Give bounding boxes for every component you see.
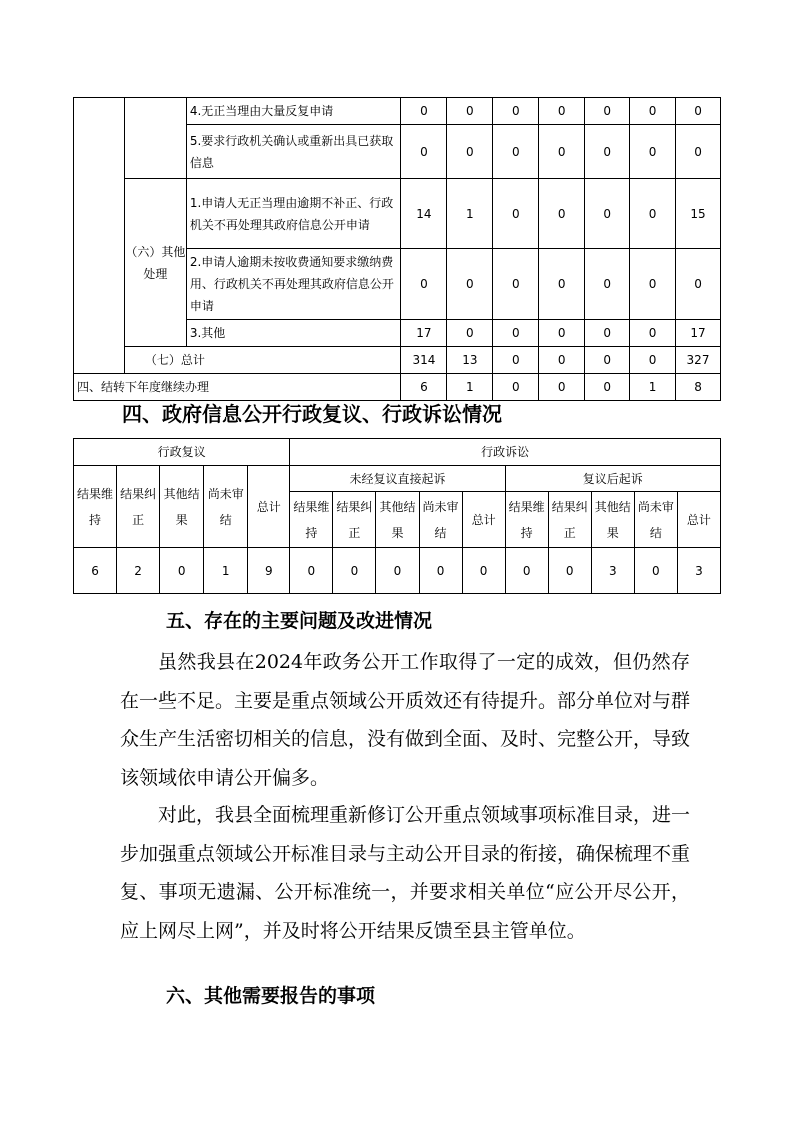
col-header: 总计 xyxy=(248,466,290,548)
value-cell: 0 xyxy=(462,548,505,594)
improvements-paragraph: 对此，我县全面梳理重新修订公开重点领域事项标准目录，进一步加强重点领域公开标准目录与主动公开目录的衔接，确保梳理不重复、事项无遗漏、公开标准统一，并要求相关单位“应公开尽公开，应上网尽上网”，并及时将公开结果反馈至县主管单位。 xyxy=(120,804,691,942)
prev-category-cell xyxy=(124,98,186,179)
table-row-total xyxy=(74,347,721,374)
col-header: 结果维持 xyxy=(290,492,333,548)
value-cell: 0 xyxy=(630,125,676,179)
table-row xyxy=(74,548,721,594)
direct-litigation-header: 未经复议直接起诉 xyxy=(290,466,505,492)
table-header-row xyxy=(74,466,721,492)
value-cell: 0 xyxy=(493,98,539,125)
value-cell: 0 xyxy=(539,374,585,401)
value-cell: 0 xyxy=(333,548,376,594)
value-cell: 0 xyxy=(419,548,462,594)
col-header: 尚未审结 xyxy=(419,492,462,548)
value-cell: 0 xyxy=(539,347,585,374)
value-cell: 9 xyxy=(248,548,290,594)
value-cell: 0 xyxy=(585,98,630,125)
value-cell: 0 xyxy=(160,548,204,594)
value-cell: 0 xyxy=(539,98,585,125)
value-cell: 0 xyxy=(493,179,539,249)
value-cell: 0 xyxy=(585,374,630,401)
value-cell: 0 xyxy=(447,320,493,347)
value-cell: 0 xyxy=(505,548,548,594)
value-cell: 0 xyxy=(401,125,447,179)
total-label: （七）总计 xyxy=(124,347,401,374)
value-cell: 15 xyxy=(676,179,721,249)
value-cell: 0 xyxy=(585,320,630,347)
value-cell: 1 xyxy=(630,374,676,401)
value-cell: 0 xyxy=(401,249,447,320)
value-cell: 0 xyxy=(447,98,493,125)
outer-blank-cell xyxy=(74,98,125,374)
row-desc: 5.要求行政机关确认或重新出具已获取信息 xyxy=(186,125,401,179)
col-header: 结果纠正 xyxy=(548,492,591,548)
processing-results-table xyxy=(73,97,721,401)
value-cell: 8 xyxy=(676,374,721,401)
row-desc: 1.申请人无正当理由逾期不补正、行政机关不再处理其政府信息公开申请 xyxy=(186,179,401,249)
value-cell: 0 xyxy=(630,98,676,125)
value-cell: 0 xyxy=(676,125,721,179)
value-cell: 327 xyxy=(676,347,721,374)
value-cell: 0 xyxy=(630,320,676,347)
value-cell: 0 xyxy=(539,249,585,320)
value-cell: 14 xyxy=(401,179,447,249)
section5-title: 五、存在的主要问题及改进情况 xyxy=(166,610,433,632)
value-cell: 0 xyxy=(290,548,333,594)
value-cell: 0 xyxy=(401,98,447,125)
review-header: 行政复议 xyxy=(74,439,290,466)
value-cell: 17 xyxy=(676,320,721,347)
value-cell: 0 xyxy=(376,548,419,594)
value-cell: 0 xyxy=(630,179,676,249)
value-cell: 1 xyxy=(204,548,248,594)
value-cell: 0 xyxy=(634,548,677,594)
table-row-carryover xyxy=(74,374,721,401)
col-header: 其他结果 xyxy=(160,466,204,548)
carryover-label: 四、结转下年度继续办理 xyxy=(74,374,401,401)
value-cell: 0 xyxy=(539,179,585,249)
value-cell: 0 xyxy=(676,98,721,125)
col-header: 结果维持 xyxy=(505,492,548,548)
table-row xyxy=(74,179,721,249)
value-cell: 1 xyxy=(447,179,493,249)
after-review-header: 复议后起诉 xyxy=(505,466,720,492)
section4-title: 四、政府信息公开行政复议、行政诉讼情况 xyxy=(122,402,502,426)
value-cell: 0 xyxy=(676,249,721,320)
value-cell: 0 xyxy=(493,320,539,347)
section6-title: 六、其他需要报告的事项 xyxy=(166,985,376,1007)
value-cell: 2 xyxy=(117,548,160,594)
col-header: 其他结果 xyxy=(376,492,419,548)
category-other-handling: （六）其他处理 xyxy=(124,179,186,347)
row-desc: 4.无正当理由大量反复申请 xyxy=(186,98,401,125)
value-cell: 0 xyxy=(447,125,493,179)
value-cell: 0 xyxy=(493,249,539,320)
value-cell: 0 xyxy=(585,125,630,179)
table-row xyxy=(74,98,721,125)
value-cell: 0 xyxy=(447,249,493,320)
table-header-row xyxy=(74,439,721,466)
col-header: 总计 xyxy=(677,492,720,548)
col-header: 尚未审结 xyxy=(204,466,248,548)
value-cell: 0 xyxy=(585,249,630,320)
col-header: 其他结果 xyxy=(591,492,634,548)
value-cell: 0 xyxy=(539,125,585,179)
col-header: 总计 xyxy=(462,492,505,548)
value-cell: 3 xyxy=(591,548,634,594)
value-cell: 0 xyxy=(585,347,630,374)
value-cell: 0 xyxy=(493,374,539,401)
value-cell: 1 xyxy=(447,374,493,401)
value-cell: 3 xyxy=(677,548,720,594)
value-cell: 0 xyxy=(630,249,676,320)
problems-paragraph: 虽然我县在2024年政务公开工作取得了一定的成效，但仍然存在一些不足。主要是重点领域公开质效还有待提升。部分单位对与群众生产生活密切相关的信息，没有做到全面、及时、完整公开，导致该领域依申请公开偏多。 xyxy=(120,651,691,789)
value-cell: 13 xyxy=(447,347,493,374)
value-cell: 0 xyxy=(585,179,630,249)
col-header: 结果纠正 xyxy=(117,466,160,548)
litigation-header: 行政诉讼 xyxy=(290,439,721,466)
value-cell: 0 xyxy=(548,548,591,594)
value-cell: 0 xyxy=(493,347,539,374)
col-header: 尚未审结 xyxy=(634,492,677,548)
value-cell: 17 xyxy=(401,320,447,347)
col-header: 结果纠正 xyxy=(333,492,376,548)
value-cell: 314 xyxy=(401,347,447,374)
value-cell: 6 xyxy=(74,548,117,594)
row-desc: 3.其他 xyxy=(186,320,401,347)
value-cell: 0 xyxy=(539,320,585,347)
value-cell: 0 xyxy=(630,347,676,374)
review-litigation-table xyxy=(73,438,721,594)
value-cell: 6 xyxy=(401,374,447,401)
row-desc: 2.申请人逾期未按收费通知要求缴纳费用、行政机关不再处理其政府信息公开申请 xyxy=(186,249,401,320)
value-cell: 0 xyxy=(493,125,539,179)
col-header: 结果维持 xyxy=(74,466,117,548)
